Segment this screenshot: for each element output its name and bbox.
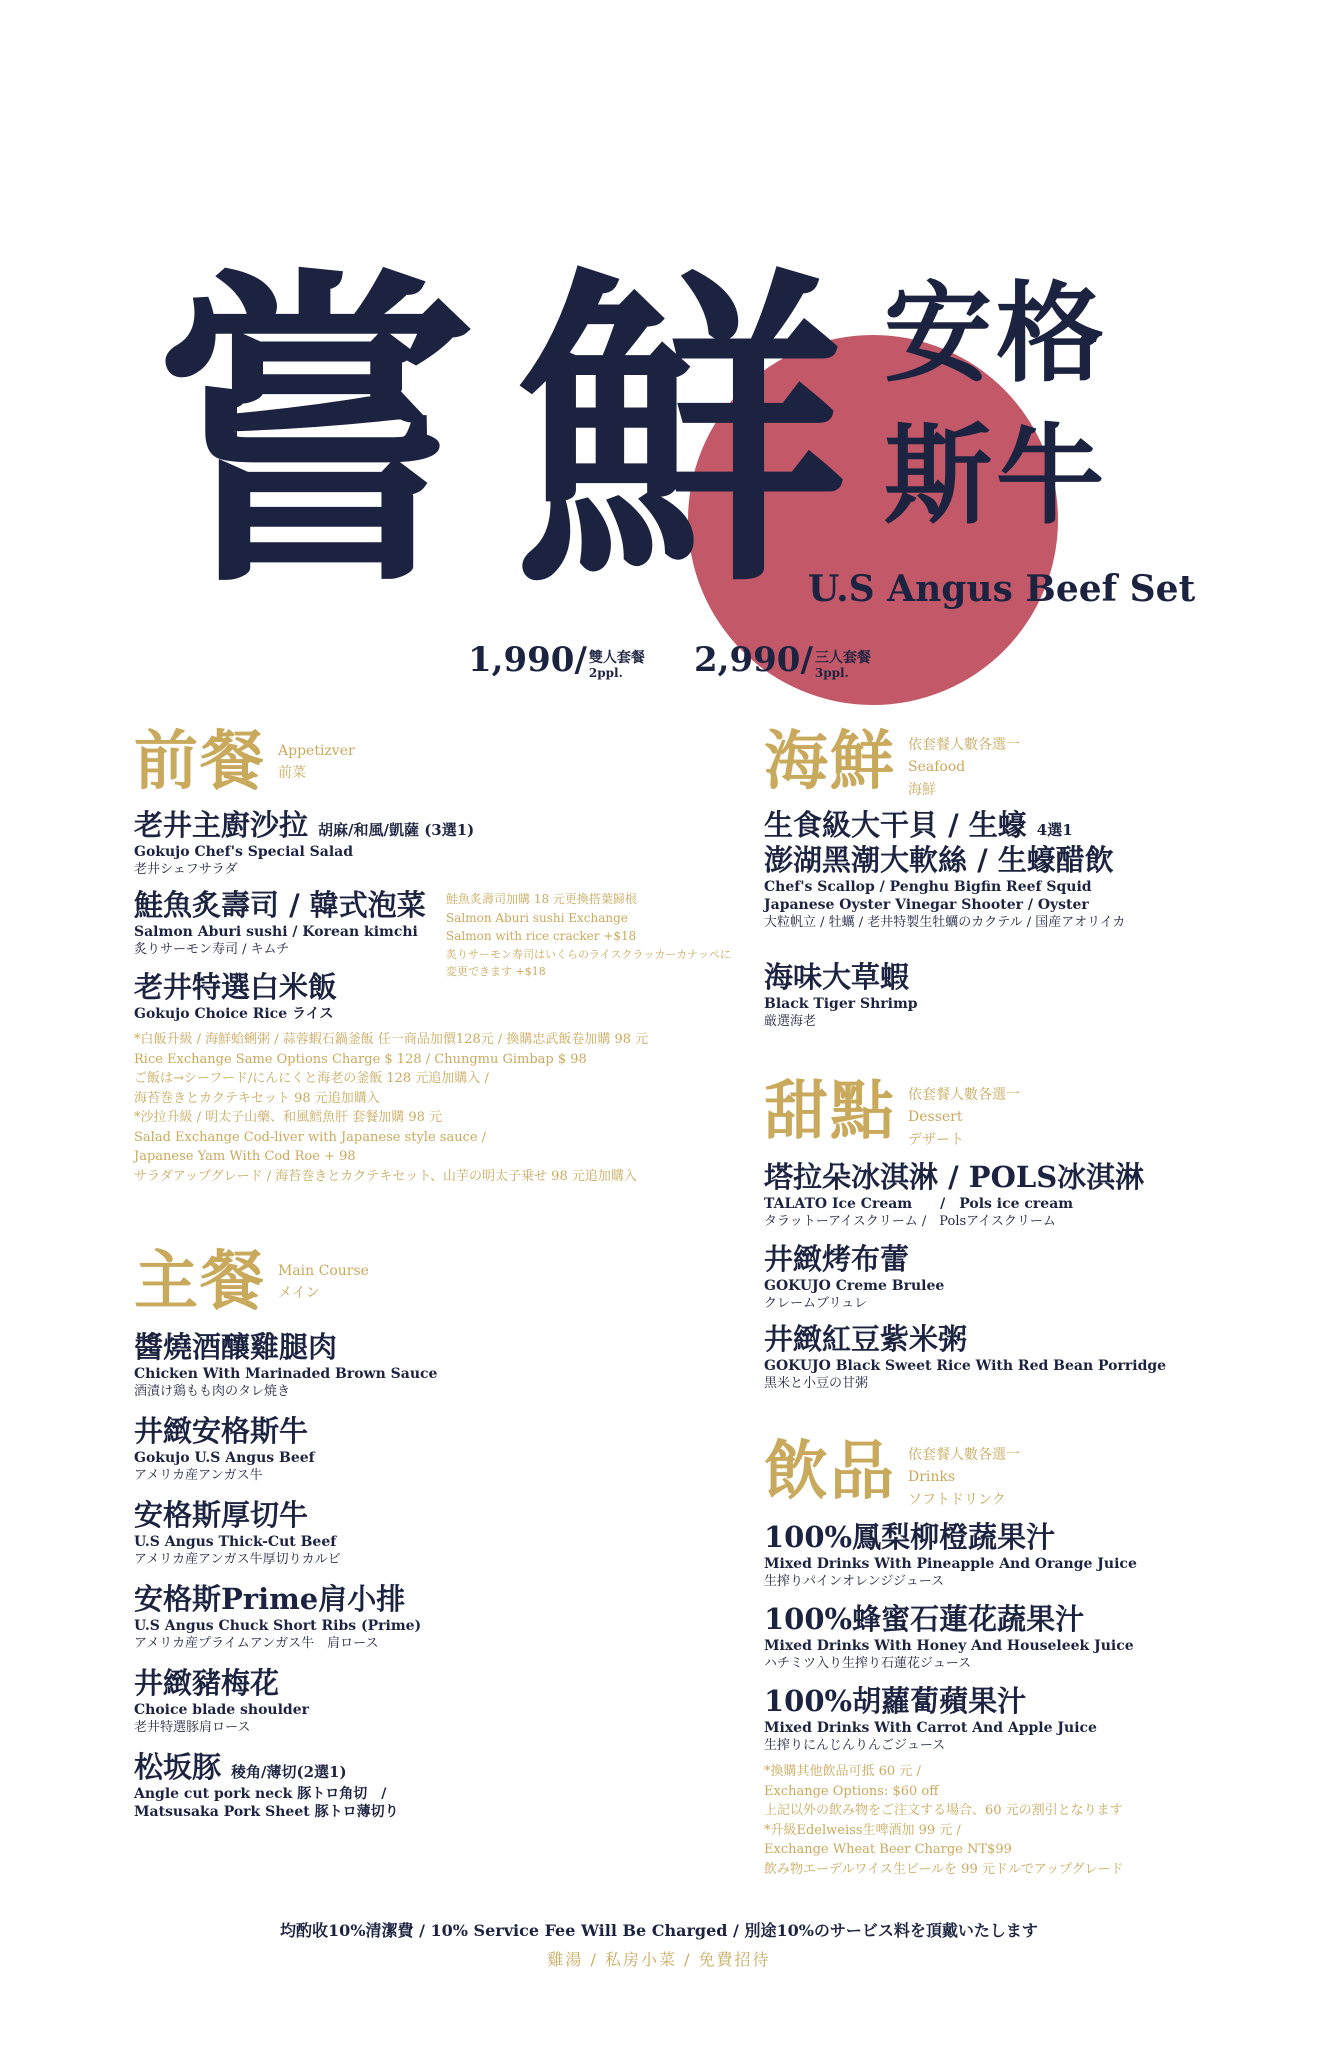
note-line: サラダアップグレード / 海苔巻きとカクテキセット、山芋の明太子乗せ 98 元追加購入 <box>134 1168 637 1184</box>
note-line: Japanese Yam With Cod Roe + 98 <box>134 1149 356 1164</box>
note-line: Exchange Options: $60 off <box>764 1783 939 1799</box>
item-name-jp: 老井特選豚肩ロース <box>134 1719 251 1735</box>
price-amount: 1,990/ <box>468 640 587 680</box>
menu-item <box>764 1242 944 1313</box>
seafood-title: 海鮮 <box>764 724 896 799</box>
main-side-en: Main Course <box>278 1263 369 1279</box>
seafood-side-zh: 依套餐人數各選一 <box>908 737 1020 753</box>
drinks-side <box>908 1444 1020 1511</box>
item-name-zh: 生食級大干貝 / 生蠔 <box>764 808 1027 842</box>
dessert-side-zh: 依套餐人數各選一 <box>908 1087 1020 1103</box>
drinks-side-zh: 依套餐人數各選一 <box>908 1447 1020 1463</box>
item-name-en: Chicken With Marinaded Brown Sauce <box>134 1365 438 1382</box>
note-line: Salmon Aburi sushi Exchange <box>446 910 628 925</box>
item-name-en: Mixed Drinks With Honey And Houseleek Juice <box>764 1637 1134 1654</box>
item-name-jp: Matsusaka Pork Sheet 豚トロ薄切り <box>134 1803 399 1820</box>
salmon-exchange-note <box>446 890 731 980</box>
price-label-ppl: 2ppl. <box>588 665 623 680</box>
item-name-jp: 酒漬け鶏もも肉のタレ焼き <box>134 1383 291 1399</box>
note-line: 炙りサーモン寿司はいくらのライスクラッカーカナッペに <box>446 947 731 961</box>
complimentary-note: 雞湯 / 私房小菜 / 免費招待 <box>547 1950 771 1969</box>
note-line: Rice Exchange Same Options Charge $ 128 / Chungmu Gimbap $ 98 <box>134 1051 587 1067</box>
drinks-title: 飲品 <box>764 1434 896 1509</box>
menu-item <box>134 1750 399 1821</box>
appetizer-side-en: Appetizver <box>278 743 355 759</box>
note-line: 鮭魚炙壽司加購 18 元更換搭葉歸根 <box>446 892 637 906</box>
note-line: 上記以外の飲み物をご注文する場合、60 元の割引となります <box>764 1803 1123 1818</box>
service-fee-note: 均酌收10%清潔費 / 10% Service Fee Will Be Charged / 別途10%のサービス料を頂戴いたします <box>280 1921 1038 1940</box>
price-2ppl <box>468 640 645 680</box>
menu-item <box>134 888 426 959</box>
item-name-zh: 老井主廚沙拉 <box>134 808 309 842</box>
note-line: ご飯は→シーフード/にんにくと海老の釜飯 128 元追加購入 / <box>134 1071 489 1086</box>
menu-item <box>764 1520 1137 1591</box>
price-label-zh: 雙人套餐 <box>588 650 645 667</box>
item-name-jp: 炙りサーモン寿司 / キムチ <box>134 941 290 957</box>
appetizer-heading <box>134 724 355 799</box>
item-name-zh: 100%胡蘿蔔蘋果汁 <box>764 1684 1027 1718</box>
main-side <box>278 1260 369 1305</box>
menu-item <box>134 1666 309 1737</box>
header-char-taste: 嘗 <box>150 239 480 627</box>
dessert-title: 甜點 <box>764 1074 896 1149</box>
item-name-zh: 井緻豬梅花 <box>134 1666 280 1700</box>
item-name-jp: クレームブリュレ <box>764 1295 868 1311</box>
item-name-zh: 老井特選白米飯 <box>134 970 338 1004</box>
menu-item <box>764 808 1125 932</box>
item-name-en: Gokujo U.S Angus Beef <box>134 1449 315 1466</box>
item-name-zh: 安格斯厚切牛 <box>134 1498 309 1532</box>
note-line: 飲み物エーデルワイス生ビールを 99 元ドルでアップグレード <box>764 1861 1124 1877</box>
item-name-zh: 塔拉朵冰淇淋 / POLS冰淇淋 <box>764 1160 1145 1194</box>
main-side-jp: メイン <box>278 1285 320 1302</box>
item-name-jp: 生搾りにんじんりんごジュース <box>764 1737 946 1753</box>
menu-item <box>134 808 474 879</box>
note-line: 海苔巻きとカクテキセット 98 元追加購入 <box>134 1090 380 1106</box>
item-name-en: Black Tiger Shrimp <box>764 995 918 1012</box>
appetizer-side-jp: 前菜 <box>278 765 306 782</box>
seafood-side-jp: 海鮮 <box>908 781 936 798</box>
menu-item <box>764 1684 1097 1755</box>
item-name-zh: 100%鳳梨柳橙蔬果汁 <box>764 1520 1056 1554</box>
item-name-jp: 黒米と小豆の甘粥 <box>764 1375 869 1391</box>
item-name-en: U.S Angus Chuck Short Ribs (Prime) <box>134 1617 422 1634</box>
item-name-en: Salmon Aburi sushi / Korean kimchi <box>134 923 418 940</box>
item-name-en: Mixed Drinks With Carrot And Apple Juice <box>764 1719 1097 1736</box>
item-name-jp: アメリカ産プライムアンガス牛 肩ロース <box>134 1635 379 1651</box>
menu-item <box>134 970 337 1023</box>
price-label-zh: 三人套餐 <box>814 650 871 667</box>
drinks-side-jp: ソフトドリンク <box>908 1491 1006 1508</box>
note-line: Exchange Wheat Beer Charge NT$99 <box>764 1842 1012 1857</box>
price-amount: 2,990/ <box>694 640 813 680</box>
price-label <box>815 651 871 680</box>
note-line: *換購其他飲品可抵 60 元 / <box>764 1764 921 1779</box>
price-3ppl <box>694 640 871 680</box>
main-title: 主餐 <box>134 1244 266 1319</box>
item-name-zh: 醬燒酒釀雞腿肉 <box>134 1330 338 1364</box>
item-note: 稜角/薄切(2選1) <box>231 1763 347 1781</box>
item-name-zh: 鮭魚炙壽司 / 韓式泡菜 <box>134 888 426 922</box>
note-line: *升級Edelweiss生啤酒加 99 元 / <box>764 1822 961 1838</box>
item-note: 胡麻/和風/凱薩 (3選1) <box>318 821 475 839</box>
item-name-en: U.S Angus Thick-Cut Beef <box>134 1533 337 1550</box>
item-name-jp: アメリカ産アンガス牛厚切りカルビ <box>134 1551 341 1567</box>
note-line: Salad Exchange Cod-liver with Japanese style sauce / <box>134 1129 487 1145</box>
item-name-jp: タラットーアイスクリーム / Polsアイスクリーム <box>764 1213 1056 1229</box>
item-name-en: Angle cut pork neck 豚トロ角切 / <box>134 1785 387 1802</box>
price-label-ppl: 3ppl. <box>814 665 849 680</box>
seafood-side <box>908 734 1020 801</box>
menu-item <box>764 1322 1166 1393</box>
header-char-fresh: 鮮 <box>516 239 846 627</box>
item-name-zh: 100%蜂蜜石蓮花蔬果汁 <box>764 1602 1085 1636</box>
menu-item <box>134 1498 341 1569</box>
item-name-jp: 生搾りパインオレンジジュース <box>764 1573 945 1589</box>
note-line: *白飯升級 / 海鮮蛤蜊粥 / 蒜蓉蝦石鍋釜飯 任一商品加價128元 / 換購忠武飯卷加購 98 元 <box>134 1032 649 1047</box>
menu-item <box>134 1330 437 1401</box>
drinks-heading <box>764 1434 1020 1511</box>
item-name-zh: 井緻紅豆紫米粥 <box>764 1322 968 1356</box>
item-name-en: GOKUJO Creme Brulee <box>764 1277 945 1294</box>
appetizer-title: 前餐 <box>134 724 266 799</box>
item-name-jp: 厳選海老 <box>764 1013 817 1029</box>
item-name-en: Gokujo Chef's Special Salad <box>134 843 354 860</box>
price-label <box>589 651 645 680</box>
seafood-side-en: Seafood <box>908 759 966 776</box>
note-line: Salmon with rice cracker +$18 <box>446 929 637 944</box>
item-name-en: TALATO Ice Cream / Pols ice cream <box>764 1195 1074 1212</box>
item-name-jp: ハチミツ入り生搾り石蓮花ジュース <box>764 1655 972 1671</box>
item-name-en: Japanese Oyster Vinegar Shooter / Oyster <box>764 896 1089 913</box>
menu-item <box>134 1582 421 1653</box>
dessert-side <box>908 1084 1020 1151</box>
menu-item <box>764 1160 1144 1231</box>
menu-item <box>764 1602 1134 1673</box>
dessert-heading <box>764 1074 1020 1151</box>
item-name-zh: 澎湖黑潮大軟絲 / 生蠔醋飲 <box>764 842 1114 877</box>
item-name-en: Chef's Scallop / Penghu Bigfin Reef Squid <box>764 878 1092 895</box>
item-name-jp: 老井シェフサラダ <box>134 861 238 877</box>
dessert-side-en: Dessert <box>908 1109 963 1126</box>
item-name-jp: アメリカ産アンガス牛 <box>134 1467 263 1483</box>
item-name-zh: 井緻安格斯牛 <box>134 1414 309 1448</box>
drinks-exchange-note <box>764 1762 1124 1879</box>
item-name-en: Gokujo Choice Rice ライス <box>134 1005 334 1022</box>
title-line-2: 斯牛 <box>884 413 1109 539</box>
appetizer-side <box>278 740 355 785</box>
item-name-jp: 大粒帆立 / 牡蠣 / 老井特製生牡蠣のカクテル / 国産アオリイカ <box>764 914 1126 930</box>
title-line-1: 安格 <box>884 271 1109 397</box>
item-name-en: GOKUJO Black Sweet Rice With Red Bean Porridge <box>764 1357 1167 1374</box>
note-line: *沙拉升級 / 明太子山藥、和風鱈魚肝 套餐加購 98 元 <box>134 1110 443 1125</box>
item-note: 4選1 <box>1036 821 1073 839</box>
dessert-side-jp: デザート <box>908 1131 964 1148</box>
item-name-zh: 松坂豚 <box>134 1750 222 1784</box>
menu-item <box>134 1414 315 1485</box>
seafood-heading <box>764 724 1020 801</box>
item-name-zh: 安格斯Prime肩小排 <box>134 1582 406 1616</box>
drinks-side-en: Drinks <box>908 1469 956 1486</box>
subtitle-en: U.S Angus Beef Set <box>808 568 1196 610</box>
menu-item <box>764 960 918 1031</box>
note-line: 変更できます +$18 <box>446 964 546 978</box>
rice-upgrade-note <box>134 1030 648 1186</box>
item-name-zh: 井緻烤布蕾 <box>764 1242 910 1276</box>
item-name-en: Mixed Drinks With Pineapple And Orange Juice <box>764 1555 1137 1572</box>
item-name-zh: 海味大草蝦 <box>764 960 910 994</box>
item-name-en: Choice blade shoulder <box>134 1701 309 1718</box>
main-heading <box>134 1244 369 1319</box>
